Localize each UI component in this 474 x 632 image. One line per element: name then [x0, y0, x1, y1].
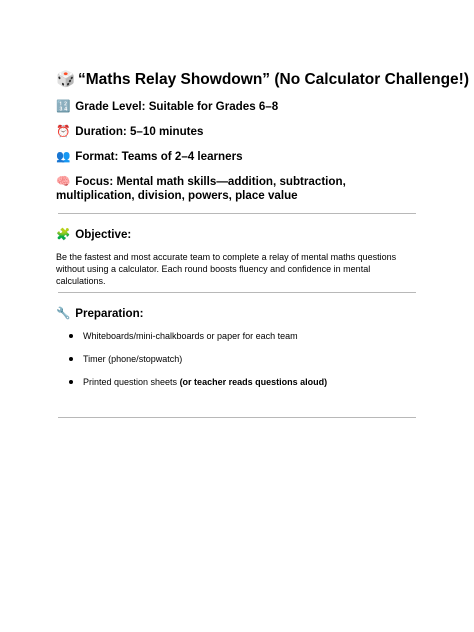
list-item	[56, 376, 416, 399]
grade-level-line	[56, 100, 416, 114]
page-title	[56, 70, 469, 90]
list-item-text: Whiteboards/mini-chalkboards or paper for each team	[83, 331, 298, 341]
format-line	[56, 150, 416, 164]
format-text: Format: Teams of 2–4 learners	[75, 150, 243, 163]
duration-text: Duration: 5–10 minutes	[75, 125, 204, 138]
list-item-bold-text: (or teacher reads questions aloud)	[179, 377, 328, 387]
alarm-clock-icon: ⏰	[56, 125, 71, 138]
list-item-text: Printed question sheets	[83, 377, 180, 387]
objective-heading-text: Objective:	[75, 228, 132, 241]
preparation-heading-text: Preparation:	[75, 307, 144, 320]
game-die-icon: 🎲	[56, 71, 76, 88]
section-divider	[58, 292, 416, 293]
bullet-icon	[69, 334, 73, 338]
preparation-heading	[56, 307, 144, 321]
wrench-icon: 🔧	[56, 307, 71, 320]
grade-level-text: Grade Level: Suitable for Grades 6–8	[75, 100, 279, 113]
numbers-icon: 🔢	[56, 100, 71, 113]
section-divider	[58, 417, 416, 418]
people-icon: 👥	[56, 150, 71, 163]
puzzle-piece-icon: 🧩	[56, 228, 71, 241]
title-text: “Maths Relay Showdown” (No Calculator Challenge!)	[78, 71, 469, 88]
list-item	[56, 330, 416, 353]
list-item-text: Timer (phone/stopwatch)	[83, 354, 183, 364]
objective-text: Be the fastest and most accurate team to complete a relay of mental maths questions without using a calculator. Each round boosts fluency and confidence in mental calculations.	[56, 252, 397, 286]
brain-icon: 🧠	[56, 175, 71, 188]
preparation-list	[56, 330, 416, 399]
focus-line	[56, 175, 416, 203]
bullet-icon	[69, 380, 73, 384]
list-item	[56, 353, 416, 376]
focus-text: Focus: Mental math skills—addition, subtraction, multiplication, division, powers, place value	[56, 175, 346, 202]
objective-heading	[56, 228, 131, 242]
bullet-icon	[69, 357, 73, 361]
section-divider	[58, 213, 416, 214]
duration-line	[56, 125, 416, 139]
